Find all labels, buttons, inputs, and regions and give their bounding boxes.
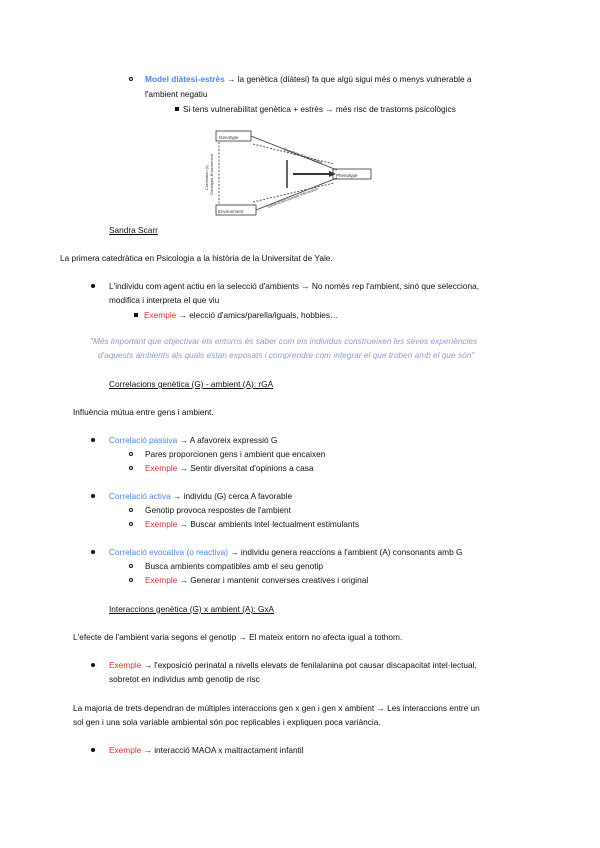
genotype-label: Genotype: [219, 135, 239, 140]
evoc-label: Correlació evocativa (o reactiva): [109, 547, 228, 557]
passive-line: [251, 136, 337, 170]
gxa-example2: [109, 745, 304, 755]
example-text: → elecció d'amics/parella/iguals, hobbies…: [176, 310, 339, 320]
dashed-bottom: [253, 183, 334, 202]
passive-text: → A afavoreix expressió G: [177, 435, 278, 445]
evoc-text: → individu genera reaccions a l'ambient (A) consonants amb G: [227, 547, 463, 557]
model-line2: l'ambient negatiu: [145, 89, 208, 99]
passive-example: [145, 463, 314, 473]
example-text: → Generar i mantenir converses creatives i original: [177, 575, 369, 585]
rga-intro: Influència mútua entre gens i ambient.: [73, 407, 214, 417]
evoc-example: [145, 575, 368, 585]
bullet-dot-icon: [91, 438, 95, 442]
example-text: → interacció MAOA x maltractament infantil: [141, 745, 304, 755]
example-label: Exemple: [109, 745, 142, 755]
example-text: → Sentir diversitat d'opinions a casa: [177, 463, 314, 473]
evoc-sub: Busca ambients compatibles amb el seu genotip: [145, 561, 324, 571]
environment-label: Environment: [218, 209, 244, 214]
bullet-dot-icon: [91, 663, 95, 667]
active-text: → individu (G) cerca A favorable: [170, 491, 293, 501]
scarr-intro: La primera catedràtica en Psicologia a la història de la Universitat de Yale.: [60, 253, 333, 263]
scarr-b1-line2: modifica i interpreta el que viu: [109, 295, 220, 305]
example-label: Exemple: [145, 519, 178, 529]
evocative-line: [256, 178, 337, 210]
bullet-dot-icon: [91, 284, 95, 288]
scarr-quote-line2: d'aquests ambients als quals estan exposats i comprendre com integrar el que troben amb el que són": [98, 350, 475, 360]
scarr-example: [144, 310, 338, 320]
bullet-dot-icon: [91, 550, 95, 554]
bullet-ring-icon: [129, 564, 133, 568]
bullet-ring-icon: [129, 466, 133, 470]
active-label: Correlació activa: [109, 491, 171, 501]
example-text: → l'exposició perinatal a nivells elevats de fenilalanina pot causar discapacitat intel·lectual,: [141, 660, 477, 670]
left-axis-label1: Genotype-Environment: [209, 153, 214, 195]
scarr-heading: Sandra Scarr: [109, 225, 158, 235]
example-text: → Buscar ambients intel·lectualment estimulants: [177, 519, 359, 529]
bullet-ring-icon: [129, 578, 133, 582]
model-text: → la genètica (diàtesi) fa que algú sigui més o menys vulnerable a: [224, 74, 472, 84]
passive-label: Genotype-Environment: [282, 146, 324, 166]
phenotype-box: [333, 169, 371, 179]
active-line: [109, 491, 292, 501]
bullet-square-icon: [175, 107, 179, 111]
evocative-label: Gene-Environment Interaction: [266, 185, 319, 209]
bullet-dot-icon: [91, 494, 95, 498]
gxa-para-line1: La majoria de trets dependran de múltiples interaccions gen x gen i gen x ambient → Les interaccions entre un: [73, 703, 480, 713]
passive-label: Correlació passiva: [109, 435, 178, 445]
bullet-ring-icon: [129, 452, 133, 456]
gxa-para-line2: sol gen i una sola variable ambiental són poc replicables i expliquen poca variància.: [73, 717, 381, 727]
example-label: Exemple: [145, 575, 178, 585]
example-label: Exemple: [109, 660, 142, 670]
example-label: Exemple: [145, 463, 178, 473]
passive-sub: Pares proporcionen gens i ambient que encaixen: [145, 449, 326, 459]
gxa-example1-line2: sobretot en individus amb genotip de risc: [109, 674, 260, 684]
bullet-square-icon: [134, 313, 138, 317]
gxa-example1: [109, 660, 477, 670]
dashed-top: [253, 144, 334, 164]
gxa-heading: Interaccions genètica (G) x ambient (A): GxA: [109, 604, 275, 614]
model-sub: Si tens vulnerabilitat genètica + estrès → més risc de trastorns psicològics: [183, 104, 456, 114]
model-label: Model diàtesi-estrès: [145, 74, 225, 84]
gxa-intro: L'efecte de l'ambient varia segons el genotip → El mateix entorn no afecta igual a tothom.: [73, 632, 403, 642]
genotype-box: [216, 131, 251, 141]
bullet-ring-icon: [129, 508, 133, 512]
scarr-b1-line1: L'individu com agent actiu en la selecció d'ambients → No només rep l'ambient, sinó que selecciona,: [109, 281, 480, 291]
bullet-dot-icon: [91, 748, 95, 752]
scarr-quote-line1: "Més important que objectivar els entorns és saber com els individus construeixen les seves experiències: [90, 336, 478, 346]
example-label: Exemple: [144, 310, 177, 320]
model-line: [145, 74, 472, 84]
arrow-head-icon: [329, 171, 336, 177]
left-axis-label2: Correlation (r): [204, 165, 209, 190]
active-example: [145, 519, 359, 529]
evoc-line: [109, 547, 462, 557]
phenotype-label: Phenotype: [336, 173, 358, 178]
bullet-ring-icon: [129, 522, 133, 526]
environment-box: [216, 205, 256, 215]
passive-line: [109, 435, 277, 445]
bullet-ring-icon: [129, 77, 133, 81]
rga-heading: Correlacions genètica (G) - ambient (A): rGA: [109, 379, 274, 389]
active-sub: Genotip provoca respostes de l'ambient: [145, 505, 291, 515]
